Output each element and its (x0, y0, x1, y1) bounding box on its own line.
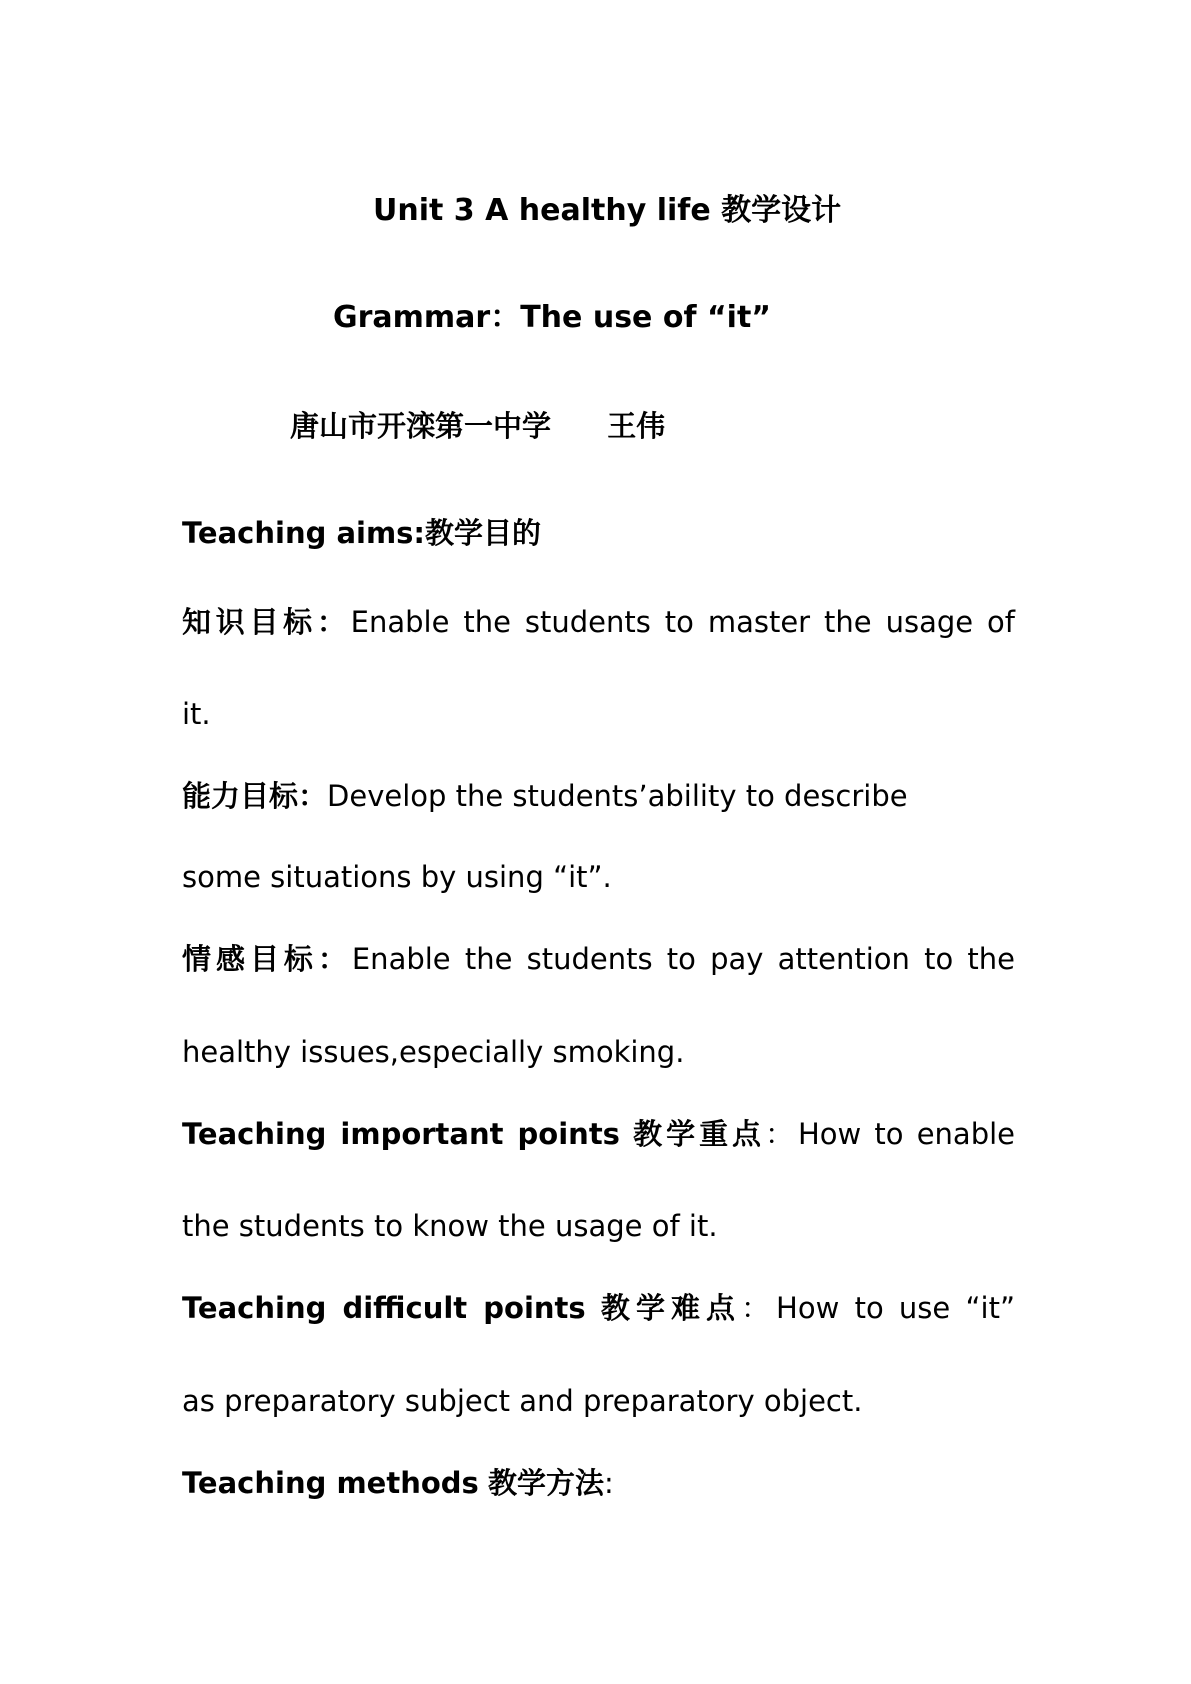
teaching-methods-label-en: Teaching methods (182, 1466, 479, 1500)
important-points-label-cn: 教学重点 (633, 1117, 765, 1151)
teaching-aims-heading: Teaching aims:教学目的 (182, 516, 542, 550)
emotion-aim-label: 情感目标： (182, 942, 352, 976)
difficult-points-label-cn: 教学难点 (600, 1291, 742, 1325)
knowledge-aim-label: 知识目标： (182, 605, 351, 639)
important-points-line2: the students to know the usage of it. (182, 1209, 718, 1243)
author-name: 王伟 (607, 409, 666, 443)
knowledge-aim-text: Enable the students to master the usage of (350, 605, 1015, 639)
important-points-line1 (182, 1116, 1015, 1152)
emotion-aim-line2: healthy issues,especially smoking. (182, 1035, 685, 1069)
ability-aim-label: 能力目标： (182, 779, 328, 813)
teaching-methods-line (182, 1465, 614, 1501)
document-title: Unit 3 A healthy life 教学设计 (373, 193, 842, 228)
knowledge-aim-line2: it. (182, 697, 211, 731)
difficult-points-label-en: Teaching difficult points (182, 1291, 586, 1325)
difficult-points-line2: as preparatory subject and preparatory object. (182, 1384, 863, 1418)
ability-aim-line2: some situations by using “it”. (182, 860, 612, 894)
author-school: 唐山市开滦第一中学 (290, 409, 552, 443)
ability-aim-text: Develop the students’ability to describe (327, 779, 908, 813)
author-line (290, 408, 665, 444)
document-subtitle: Grammar：The use of “it” (333, 300, 772, 335)
knowledge-aim-line1 (182, 604, 1015, 640)
emotion-aim-text: Enable the students to pay attention to the (351, 942, 1015, 976)
difficult-points-text: ：How to use “it” (741, 1291, 1015, 1325)
difficult-points-line1 (182, 1290, 1015, 1326)
emotion-aim-line1 (182, 941, 1015, 977)
important-points-label-en: Teaching important points (182, 1117, 620, 1151)
important-points-text: ：How to enable (765, 1117, 1016, 1151)
teaching-methods-suffix: : (604, 1466, 614, 1500)
ability-aim-line1 (182, 778, 908, 814)
teaching-methods-label-cn: 教学方法 (488, 1466, 605, 1500)
